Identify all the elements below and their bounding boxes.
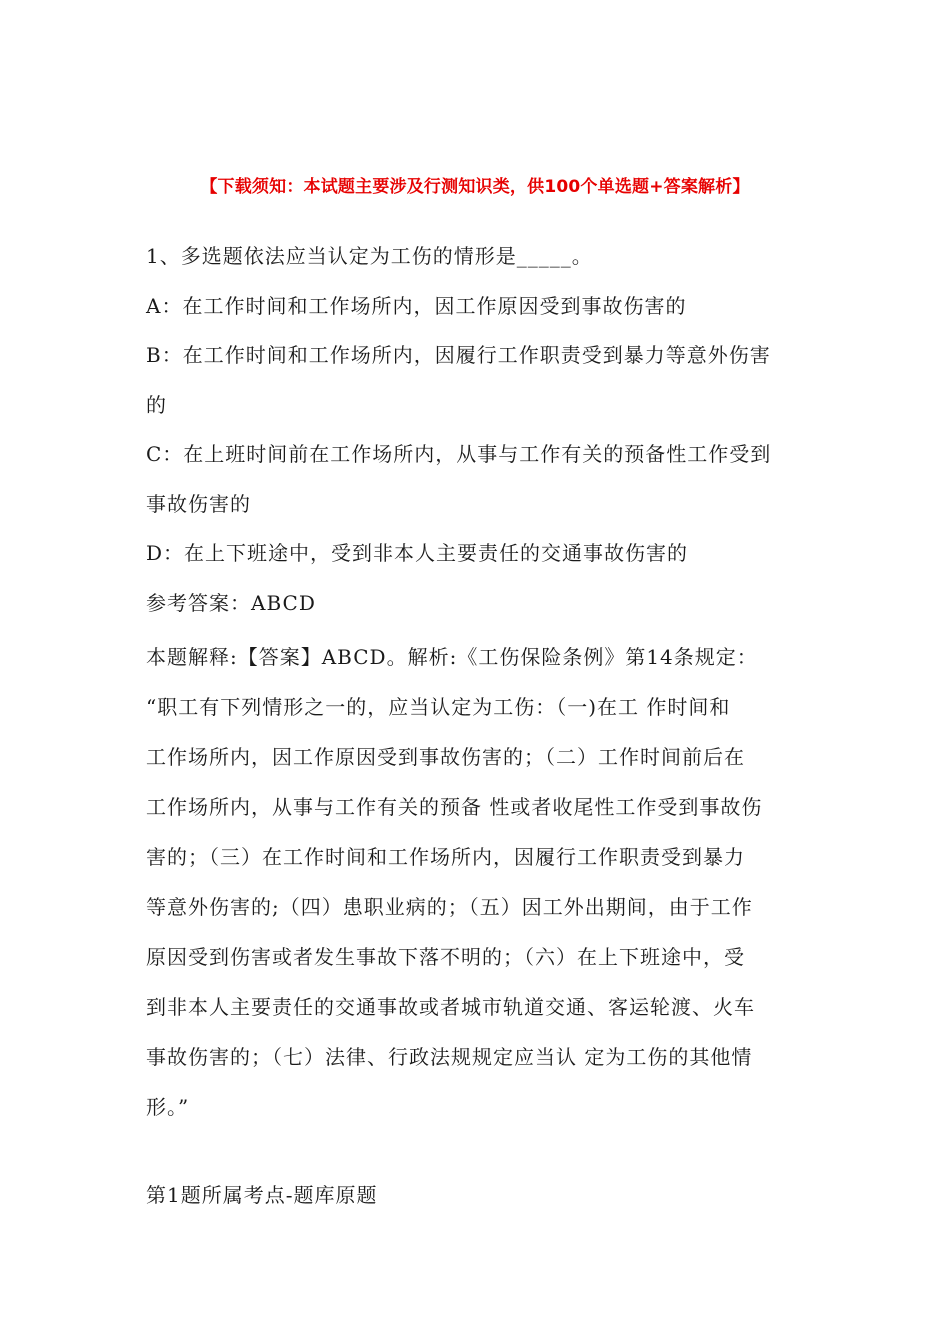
option-d: D：在上下班途中，受到非本人主要责任的交通事故伤害的 — [146, 541, 689, 565]
explanation-line: 本题解释:【答案】ABCD。解析:《工伤保险条例》第14条规定： — [146, 645, 758, 669]
option-c-line-2: 事故伤害的 — [146, 491, 251, 516]
reference-answer: 参考答案：ABCD — [146, 590, 316, 615]
option-b-line-2: 的 — [146, 392, 167, 417]
explanation-line: 事故伤害的；（七）法律、行政法规规定应当认 定为工伤的其他情 — [146, 1045, 753, 1069]
option-b-line-1: B：在工作时间和工作场所内，因履行工作职责受到暴力等意外伤害 — [146, 343, 771, 367]
question-block — [146, 232, 810, 628]
download-notice: 【下载须知：本试题主要涉及行测知识类，供100个单选题+答案解析】 — [200, 177, 750, 197]
explanation-line: 到非本人主要责任的交通事故或者城市轨道交通、客运轮渡、火车 — [146, 995, 755, 1019]
explanation-line: “职工有下列情形之一的，应当认定为工伤：（一)在工 作时间和 — [146, 695, 731, 719]
option-a: A：在工作时间和工作场所内，因工作原因受到事故伤害的 — [146, 293, 687, 318]
explanation-line: 害的；（三）在工作时间和工作场所内，因履行工作职责受到暴力 — [146, 845, 745, 869]
explanation-block — [146, 632, 810, 1132]
question-stem: 1、多选题依法应当认定为工伤的情形是_____。 — [146, 244, 593, 268]
explanation-line: 形。” — [146, 1095, 190, 1119]
option-c-line-1: C：在上班时间前在工作场所内，从事与工作有关的预备性工作受到 — [146, 442, 772, 466]
explanation-line: 原因受到伤害或者发生事故下落不明的；（六）在上下班途中，受 — [146, 945, 745, 969]
explanation-line: 工作场所内，因工作原因受到事故伤害的；（二）工作时间前后在 — [146, 745, 745, 769]
explanation-line: 工作场所内，从事与工作有关的预备 性或者收尾性工作受到事故伤 — [146, 795, 763, 819]
exam-point-tag: 第1题所属考点-题库原题 — [146, 1183, 378, 1207]
explanation-line: 等意外伤害的;（四）患职业病的；（五）因工外出期间，由于工作 — [146, 895, 753, 919]
